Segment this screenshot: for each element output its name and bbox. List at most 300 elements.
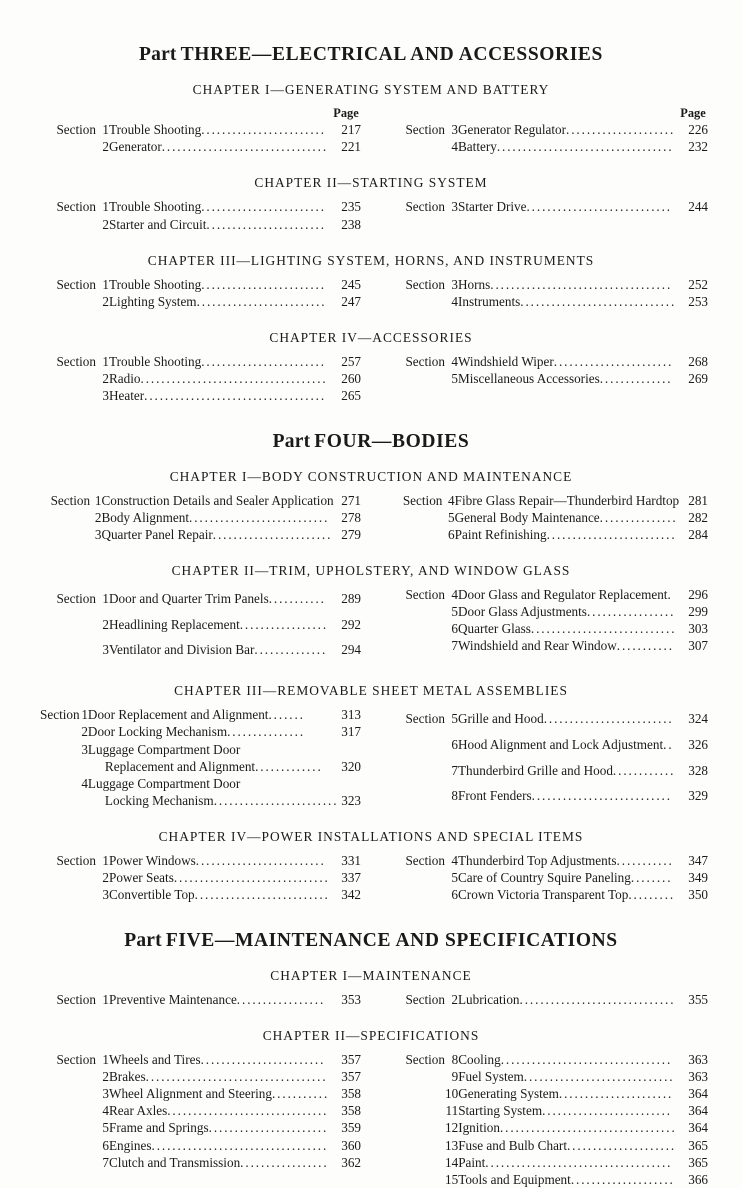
dot-leader: ................. xyxy=(586,604,676,620)
entry-title xyxy=(458,1102,678,1119)
dot-leader: ................................. xyxy=(500,1051,673,1067)
toc-row xyxy=(34,198,361,215)
entry-table-right xyxy=(383,353,708,387)
entry-title-text: Trouble Shooting xyxy=(109,122,202,138)
dot-leader: ................. xyxy=(236,991,326,1007)
dot-leader: ............................. xyxy=(523,1068,675,1084)
entry-title-text: Care of Country Squire Paneling xyxy=(458,870,631,886)
toc-row xyxy=(34,869,361,886)
section-number: 1 xyxy=(81,707,88,723)
entry-title-text: Paint Refinishing xyxy=(454,526,547,542)
section-label xyxy=(34,1085,96,1102)
toc-row xyxy=(383,637,708,654)
part-title-lead: Part xyxy=(124,929,162,951)
leader-line xyxy=(88,707,305,722)
leader-line xyxy=(458,122,675,137)
leader-line xyxy=(458,587,673,602)
dot-leader: ................. xyxy=(240,1154,329,1170)
entry-title xyxy=(458,1051,678,1068)
entry-page-number: 289 xyxy=(341,591,361,606)
chapter-p3-ch1 xyxy=(34,82,708,155)
entry-title xyxy=(458,293,678,310)
entry-page-number: 349 xyxy=(688,870,708,886)
entry-title-text: Trouble Shooting xyxy=(109,199,202,215)
columns xyxy=(34,353,708,404)
section-number: 7 xyxy=(102,1154,109,1170)
part-title-rest: THREE—ELECTRICAL AND ACCESSORIES xyxy=(180,44,603,65)
entry-title xyxy=(109,1102,331,1119)
section-number: 4 xyxy=(448,492,455,508)
section-label: Section xyxy=(405,199,445,215)
entry-title-text: Brakes xyxy=(109,1068,146,1084)
columns xyxy=(34,852,708,903)
entry-title-text: Starter and Circuit xyxy=(109,216,207,232)
toc-row xyxy=(383,138,708,155)
leader-line xyxy=(458,737,674,752)
toc-row xyxy=(383,293,708,310)
leader-line xyxy=(458,711,674,726)
dot-leader: ........ xyxy=(630,870,673,886)
dot-leader: ........................ xyxy=(201,276,326,292)
entry-title-text: Fuse and Bulb Chart xyxy=(458,1137,567,1153)
section-number: 5 xyxy=(451,604,458,620)
leader-line xyxy=(109,1103,328,1118)
entry-page-number: 278 xyxy=(341,509,361,525)
spacer xyxy=(34,579,708,586)
section-number: 2 xyxy=(102,616,109,632)
section-label xyxy=(34,1119,96,1136)
entry-page-number: 363 xyxy=(688,1068,708,1084)
entry-title xyxy=(109,869,331,886)
entry-title-text: Locking Mechanism xyxy=(104,792,214,808)
leader-line xyxy=(109,139,328,154)
spacer-cell xyxy=(383,105,445,121)
page-header-row xyxy=(34,105,361,121)
dot-leader: ........... xyxy=(616,638,674,654)
entry-title-text: Miscellaneous Accessories xyxy=(458,371,600,387)
entry-page-number: 303 xyxy=(688,621,708,637)
part-title-rest: FIVE—MAINTENANCE AND SPECIFICATIONS xyxy=(165,929,618,951)
entry-title xyxy=(458,198,678,215)
entry-title-text: Lubrication xyxy=(458,991,520,1007)
leader-line xyxy=(458,887,675,902)
part-title-lead: Part xyxy=(139,44,177,65)
section-number: 6 xyxy=(102,1137,109,1153)
entry-page-number: 253 xyxy=(688,293,708,309)
section-number: 3 xyxy=(102,1086,109,1102)
entry-title xyxy=(109,586,331,612)
toc-row xyxy=(34,1051,361,1068)
section-label xyxy=(34,509,90,526)
entry-title xyxy=(109,612,331,638)
column-left xyxy=(34,276,371,310)
leader-line xyxy=(88,724,305,739)
entry-page-number: 232 xyxy=(688,139,708,155)
spacer xyxy=(34,904,708,924)
entry-title xyxy=(458,1085,678,1102)
leader-line xyxy=(109,1155,329,1170)
columns xyxy=(34,492,708,543)
spacer-cell xyxy=(458,105,678,121)
part-title xyxy=(34,38,708,68)
entry-title xyxy=(458,1119,678,1136)
leader-line xyxy=(109,277,326,292)
entry-page-number: 279 xyxy=(341,526,361,542)
section-number: 2 xyxy=(94,509,102,525)
entry-title-text: Door and Quarter Trim Panels xyxy=(109,591,269,606)
part-title xyxy=(34,425,708,455)
leader-line xyxy=(458,1172,675,1187)
section-number: 1 xyxy=(102,991,109,1007)
spacer xyxy=(34,98,708,105)
entry-title-text: Replacement and Alignment xyxy=(104,758,256,774)
toc-row xyxy=(34,1154,361,1171)
leader-line xyxy=(458,853,674,868)
entry-title-continuation xyxy=(88,758,339,775)
section-label xyxy=(383,1137,445,1154)
toc-row xyxy=(34,1137,361,1154)
dot-leader: ......... xyxy=(628,887,676,903)
spacer-cell xyxy=(34,758,80,775)
toc-row xyxy=(34,353,361,370)
leader-line xyxy=(101,493,333,508)
toc-row xyxy=(383,1171,708,1188)
dot-leader: ....................... xyxy=(553,354,674,370)
entry-title-text: Body Alignment xyxy=(101,509,189,525)
entry-title-text: Battery xyxy=(458,139,497,155)
section-label xyxy=(34,869,96,886)
column-right xyxy=(371,852,708,903)
leader-line xyxy=(458,1138,676,1153)
entry-title xyxy=(458,852,678,869)
entry-title-text: Tools and Equipment xyxy=(458,1171,571,1187)
toc-row xyxy=(383,991,708,1008)
dot-leader: ........................ xyxy=(201,354,326,370)
chapter-title: CHAPTER III—LIGHTING SYSTEM, HORNS, AND INSTRUMENTS xyxy=(147,252,595,268)
entry-title xyxy=(458,121,678,138)
section-number: 1 xyxy=(94,492,102,508)
entry-page-number: 364 xyxy=(688,1103,708,1119)
leader-line xyxy=(458,371,673,386)
spacer-cell xyxy=(445,105,458,121)
entry-table-right xyxy=(383,198,708,215)
entry-title xyxy=(458,138,678,155)
dot-leader: ........................ xyxy=(200,1051,326,1067)
dot-leader: ........... xyxy=(616,853,674,869)
entry-title xyxy=(458,603,678,620)
toc-row xyxy=(383,1085,708,1102)
entry-page-number: 238 xyxy=(341,216,361,232)
toc-row xyxy=(383,586,708,603)
section-number: 4 xyxy=(451,354,458,370)
entry-page-number: 328 xyxy=(688,762,708,778)
entry-page-number: 313 xyxy=(341,707,361,723)
entry-table-right xyxy=(383,706,708,809)
entry-page-number: 282 xyxy=(688,509,708,525)
leader-line xyxy=(88,742,240,757)
section-number: 7 xyxy=(451,762,458,778)
dot-leader: ............................ xyxy=(526,199,672,215)
entry-title xyxy=(101,526,333,543)
dot-leader: ....................... xyxy=(208,1120,329,1136)
entry-page-number: 271 xyxy=(341,492,361,508)
entry-page-number: 362 xyxy=(341,1154,361,1170)
chapter-p5-ch2 xyxy=(34,1028,708,1188)
entry-page-number: 342 xyxy=(341,887,361,903)
columns xyxy=(34,1051,708,1188)
leader-line xyxy=(109,992,325,1007)
entry-title xyxy=(458,758,678,784)
section-label: Section xyxy=(56,354,96,370)
section-number: 5 xyxy=(448,509,455,525)
section-number: 3 xyxy=(451,199,458,215)
section-label xyxy=(383,732,445,758)
column-left xyxy=(34,991,371,1008)
entry-title-text: Windshield and Rear Window xyxy=(458,638,617,654)
chapter-title: CHAPTER IV—ACCESSORIES xyxy=(269,330,473,346)
entry-title xyxy=(109,387,331,404)
entry-title xyxy=(455,492,680,509)
entry-table-left xyxy=(34,852,361,903)
entry-page-number: 294 xyxy=(341,642,361,658)
entry-page-number: 331 xyxy=(341,853,361,869)
section-label: Section xyxy=(405,122,445,138)
entry-title-text: Generator Regulator xyxy=(458,122,567,138)
leader-line xyxy=(458,638,674,653)
section-number: 4 xyxy=(102,1103,109,1119)
entry-title-text: Door Glass and Regulator Replacement xyxy=(458,587,668,602)
column-left xyxy=(34,492,371,543)
section-label xyxy=(383,783,445,809)
toc-row xyxy=(383,620,708,637)
entry-page-number: 355 xyxy=(688,991,708,1007)
columns xyxy=(34,105,708,155)
spacer-cell xyxy=(96,105,109,121)
dot-leader: ........................... xyxy=(531,788,672,804)
section-label xyxy=(34,1102,96,1119)
entry-title xyxy=(88,706,339,723)
entry-page-number: 245 xyxy=(341,276,361,292)
entry-title-text: Heater xyxy=(109,388,145,404)
entry-page-number: 347 xyxy=(688,853,708,869)
section-label xyxy=(383,293,445,310)
entry-title-text: Crown Victoria Transparent Top xyxy=(458,887,629,903)
section-label: Section xyxy=(405,853,445,869)
entry-table-left xyxy=(34,1051,361,1171)
entry-title xyxy=(109,886,331,903)
toc-row xyxy=(34,387,361,404)
leader-line xyxy=(458,992,675,1007)
toc-row xyxy=(34,526,361,543)
columns xyxy=(34,586,708,663)
section-label: Section xyxy=(405,1051,445,1067)
spacer xyxy=(34,1008,708,1028)
section-number: 7 xyxy=(451,638,458,654)
entry-title xyxy=(458,783,678,809)
entry-title xyxy=(109,1154,331,1171)
entry-title xyxy=(458,869,678,886)
entry-page-number: 247 xyxy=(341,293,361,309)
section-label xyxy=(34,138,96,155)
chapter-p5-ch1 xyxy=(34,968,708,1008)
entry-title-text: Grille and Hood xyxy=(458,711,544,727)
section-label xyxy=(34,1137,96,1154)
section-number: 4 xyxy=(451,587,458,602)
toc-row xyxy=(383,1068,708,1085)
toc-row xyxy=(34,723,361,740)
spacer-cell xyxy=(34,792,80,809)
entry-title xyxy=(109,216,331,233)
section-number: 6 xyxy=(451,887,458,903)
section-number: 2 xyxy=(102,216,109,232)
section-label xyxy=(383,138,445,155)
section-number: 3 xyxy=(451,276,458,292)
entry-title xyxy=(109,138,331,155)
entry-page-number: 323 xyxy=(341,792,361,808)
section-label xyxy=(34,723,80,740)
entry-page-number: 296 xyxy=(688,587,708,602)
column-right xyxy=(371,492,708,543)
toc-row xyxy=(383,1154,708,1171)
toc-row xyxy=(383,276,708,293)
dot-leader: .................................. xyxy=(499,1120,677,1136)
leader-line xyxy=(109,1086,329,1101)
entry-page-number: 329 xyxy=(688,788,708,804)
columns xyxy=(34,276,708,310)
entry-title xyxy=(458,586,678,603)
leader-line xyxy=(458,1155,672,1170)
entry-title-text: Generating System xyxy=(458,1086,559,1102)
toc-row xyxy=(34,886,361,903)
toc-row xyxy=(383,706,708,732)
dot-leader: ....................... xyxy=(206,216,326,232)
section-number: 4 xyxy=(451,293,458,309)
entry-title-text: Wheels and Tires xyxy=(109,1051,201,1067)
leader-line xyxy=(109,887,330,902)
entry-table-left xyxy=(34,198,361,232)
leader-line xyxy=(109,1052,325,1067)
entry-title-text: Frame and Springs xyxy=(109,1120,209,1136)
entry-table-right xyxy=(383,1051,708,1188)
entry-title xyxy=(88,775,339,792)
entry-page-number: 350 xyxy=(688,887,708,903)
spacer xyxy=(34,191,708,198)
leader-line xyxy=(109,294,326,309)
spacer xyxy=(34,269,708,276)
chapter-p3-ch4 xyxy=(34,330,708,404)
leader-line xyxy=(109,388,326,403)
section-label: Section xyxy=(56,1051,96,1067)
leader-line xyxy=(109,642,327,657)
entry-table-right xyxy=(383,586,708,655)
dot-leader: ........... xyxy=(271,1086,330,1102)
entry-title xyxy=(458,637,678,654)
toc-row xyxy=(383,509,708,526)
leader-line xyxy=(109,1120,328,1135)
leader-line xyxy=(458,621,676,636)
section-number: 9 xyxy=(451,1068,459,1084)
toc-row xyxy=(34,492,361,509)
entry-title xyxy=(458,732,678,758)
chapter-title: CHAPTER I—BODY CONSTRUCTION AND MAINTENANCE xyxy=(169,468,573,484)
leader-line xyxy=(458,277,672,292)
section-number: 10 xyxy=(445,1086,459,1102)
entry-title-text: Fibre Glass Repair—Thunderbird Hardtop xyxy=(454,492,680,508)
dot-leader: ............ xyxy=(612,762,676,778)
chapter-p4-ch2 xyxy=(34,563,708,663)
spacer xyxy=(34,455,708,469)
entry-table-right xyxy=(383,276,708,310)
section-number: 11 xyxy=(445,1103,459,1119)
toc-row xyxy=(383,1119,708,1136)
leader-line xyxy=(458,354,673,369)
section-number: 1 xyxy=(102,853,109,869)
section-label: Section xyxy=(405,711,445,727)
dot-leader: ........................... xyxy=(189,509,330,525)
section-label xyxy=(34,1154,96,1171)
spacer xyxy=(34,310,708,330)
section-number: 1 xyxy=(102,354,109,370)
section-label xyxy=(383,526,442,543)
entry-page-number: 353 xyxy=(341,991,361,1007)
leader-line xyxy=(109,122,326,137)
dot-leader: ......................... xyxy=(546,526,677,542)
section-number: 3 xyxy=(94,526,102,542)
toc-row xyxy=(383,732,708,758)
entry-title-text: Fuel System xyxy=(458,1068,524,1084)
chapter-title: CHAPTER II—STARTING SYSTEM xyxy=(254,175,488,191)
dot-leader: ............................... xyxy=(167,1103,329,1119)
entry-title-text: Quarter Panel Repair xyxy=(101,526,213,542)
leader-line xyxy=(109,853,326,868)
leader-line xyxy=(458,763,675,778)
section-number: 2 xyxy=(451,991,458,1007)
section-label xyxy=(383,1171,445,1188)
section-label xyxy=(383,1154,445,1171)
section-label xyxy=(34,775,80,792)
entry-title-text: Preventive Maintenance xyxy=(109,991,237,1007)
section-label xyxy=(34,216,96,233)
section-number: 6 xyxy=(451,736,458,752)
section-number: 15 xyxy=(445,1171,459,1187)
column-left xyxy=(34,105,371,155)
entry-title-text: Instruments xyxy=(458,293,521,309)
section-label: Section xyxy=(56,853,96,869)
section-label xyxy=(383,1102,445,1119)
entry-title-text: Thunderbird Top Adjustments xyxy=(458,853,617,869)
dot-leader: ........................ xyxy=(213,792,339,808)
entry-title-text: Quarter Glass xyxy=(458,621,531,637)
section-label xyxy=(383,1119,445,1136)
entry-page-number: 357 xyxy=(341,1051,361,1067)
chapter-title: CHAPTER II—TRIM, UPHOLSTERY, AND WINDOW GLASS xyxy=(171,563,571,578)
entry-title-text: Luggage Compartment Door xyxy=(87,775,241,791)
entry-title-text: Lighting System xyxy=(109,293,197,309)
entry-title xyxy=(455,526,680,543)
section-label xyxy=(34,387,96,404)
toc-row-continuation xyxy=(34,792,361,809)
dot-leader: ................................... xyxy=(145,1068,328,1084)
leader-line xyxy=(458,294,676,309)
column-left xyxy=(34,706,371,809)
entry-page-number: 364 xyxy=(688,1086,708,1102)
dot-leader: ................................ xyxy=(161,139,329,155)
spacer xyxy=(34,1044,708,1051)
spacer xyxy=(34,984,708,991)
dot-leader: ..................... xyxy=(566,122,676,138)
entry-title xyxy=(458,991,678,1008)
toc-row xyxy=(383,353,708,370)
